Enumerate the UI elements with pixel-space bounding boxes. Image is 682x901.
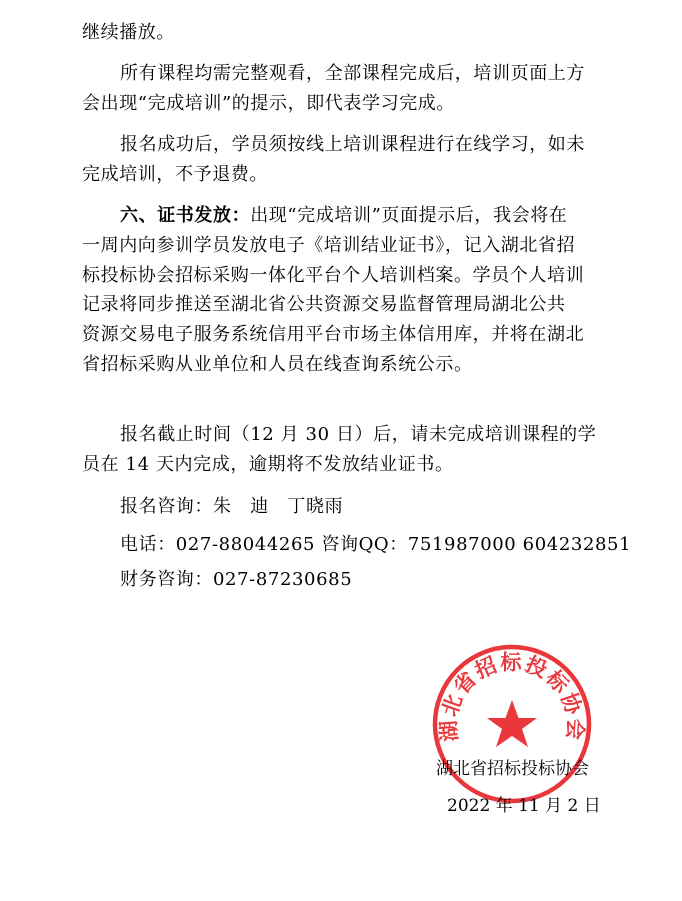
paragraph-line: 会出现“完成培训”的提示，即代表学习完成。 xyxy=(82,93,456,114)
paragraph-line: 一周内向参训学员发放电子《培训结业证书》，记入湖北省招 xyxy=(82,235,576,256)
paragraph-line: 标投标协会招标采购一体化平台个人培训档案。学员个人培训 xyxy=(82,265,585,286)
phone-contact: 电话：027-88044265 咨询QQ：751987000 604232851 xyxy=(120,534,632,555)
paragraph-line: 所有课程均需完整观看，全部课程完成后，培训页面上方 xyxy=(120,63,585,84)
paragraph-line: 继续播放。 xyxy=(82,22,175,43)
registration-contact: 报名咨询：朱 迪 丁晓雨 xyxy=(120,496,344,517)
finance-contact: 财务咨询：027-87230685 xyxy=(120,569,353,590)
paragraph-line: 资源交易电子服务系统信用平台市场主体信用库，并将在湖北 xyxy=(82,324,585,345)
paragraph-text: 出现“完成培训”页面提示后，我会将在 xyxy=(250,205,568,226)
signature-organization: 湖北省招标投标协会 xyxy=(436,759,589,779)
star-icon xyxy=(487,700,537,747)
paragraph-line: 员在 14 天内完成，逾期将不发放结业证书。 xyxy=(82,454,454,475)
paragraph-line: 报名截止时间（12 月 30 日）后，请未完成培训课程的学 xyxy=(120,424,597,445)
paragraph-line: 完成培训，不予退费。 xyxy=(82,164,268,185)
official-seal-stamp xyxy=(430,642,594,806)
signature-date: 2022 年 11 月 2 日 xyxy=(447,796,601,816)
seal-text: 湖北省招标投标协会 xyxy=(435,649,589,743)
section-heading: 六、证书发放： xyxy=(120,205,251,226)
paragraph-line: 记录将同步推送至湖北省公共资源交易监督管理局湖北公共 xyxy=(82,294,566,315)
paragraph-line: 省招标采购从业单位和人员在线查询系统公示。 xyxy=(82,354,473,375)
section-heading-line xyxy=(120,204,567,228)
paragraph-line: 报名成功后，学员须按线上培训课程进行在线学习，如未 xyxy=(120,134,585,155)
